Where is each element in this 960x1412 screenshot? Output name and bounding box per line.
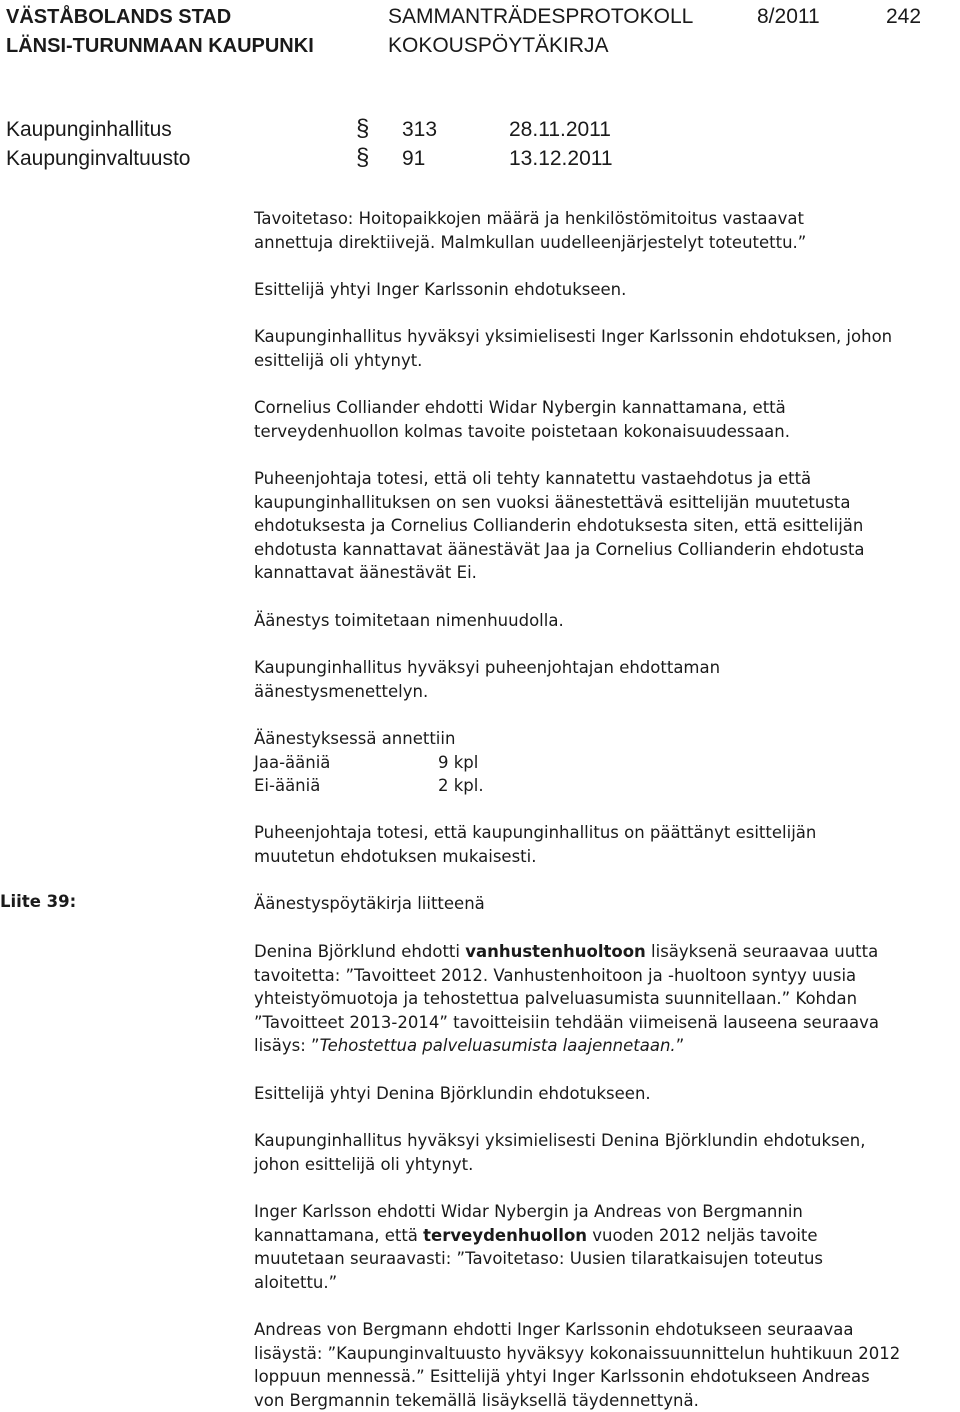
page-number: 242 bbox=[886, 5, 922, 28]
vote-result bbox=[254, 727, 484, 798]
paragraph-health-care-proposal: Inger Karlsson ehdotti Widar Nybergin ja Andreas von Bergmannin kannattamana, että terveydenhuollon vuoden 2012 neljäs tavoite muutetaan seuraavasti: ”Tavoitetaso: Uusien tilaratkaisujen toteutus aloitettu.” bbox=[254, 1202, 823, 1292]
section-symbol: § bbox=[356, 144, 370, 171]
meeting-body: Kaupunginvaltuusto bbox=[6, 147, 191, 170]
org-name-fi: LÄNSI-TURUNMAAN KAUPUNKI bbox=[6, 35, 314, 57]
paragraph-attachment: Äänestyspöytäkirja liitteenä bbox=[254, 894, 485, 913]
doc-type-fi: KOKOUSPÖYTÄKIRJA bbox=[388, 34, 609, 57]
paragraph-presenter-agrees: Esittelijä yhtyi Inger Karlssonin ehdotukseen. bbox=[254, 280, 627, 299]
meeting-date: 13.12.2011 bbox=[509, 147, 613, 170]
paragraph-decision: Puheenjohtaja totesi, että kaupunginhallitus on päättänyt esittelijän muutetun ehdotuksen mukaisesti. bbox=[254, 823, 817, 866]
doc-type-sv: SAMMANTRÄDESPROTOKOLL bbox=[388, 5, 694, 28]
protocol-number: 8/2011 bbox=[757, 5, 820, 28]
attachment-label: Liite 39: bbox=[0, 892, 77, 911]
paragraph-counter-proposal: Cornelius Colliander ehdotti Widar Nybergin kannattamana, että terveydenhuollon kolmas tavoite poistetaan kokonaisuudessaan. bbox=[254, 398, 791, 441]
section-number: 313 bbox=[402, 118, 438, 141]
vote-count: 9 kpl bbox=[438, 752, 479, 772]
paragraph-target-level: Tavoitetaso: Hoitopaikkojen määrä ja henkilöstömitoitus vastaavat annettuja direktiivejä. Malmkullan uudelleenjärjestelyt toteutettu.” bbox=[254, 209, 807, 252]
vote-label: Ei-ääniä bbox=[254, 776, 321, 795]
vote-intro: Äänestyksessä annettiin bbox=[254, 729, 456, 748]
section-symbol: § bbox=[356, 115, 370, 142]
meeting-date: 28.11.2011 bbox=[509, 118, 611, 141]
paragraph-elderly-care-proposal: Denina Björklund ehdotti vanhustenhuoltoon lisäyksenä seuraavaa uutta tavoitetta: ”Tavoitteet 2012. Vanhustenhoitoon ja -huoltoon syntyy uusia yhteistyömuotoja ja tehostettua palveluasumista suunnitellaan.” Kohdan ”Tavoitteet 2013-2014” tavoitteisiin tehdään viimeisenä lauseena seuraava lisäys: ”Tehostettua palveluasumista laajennetaan.” bbox=[254, 942, 880, 1055]
paragraph-voting-procedure: Kaupunginhallitus hyväksyi puheenjohtajan ehdottaman äänestysmenettelyn. bbox=[254, 658, 721, 701]
section-number: 91 bbox=[402, 147, 426, 170]
org-name-sv: VÄSTÅBOLANDS STAD bbox=[6, 6, 232, 28]
vote-row-yes bbox=[254, 751, 484, 775]
meeting-body: Kaupunginhallitus bbox=[6, 118, 172, 141]
vote-count: 2 kpl. bbox=[438, 776, 484, 795]
paragraph-board-approves-2: Kaupunginhallitus hyväksyi yksimielisesti Denina Björklundin ehdotuksen, johon esittelijä oli yhtynyt. bbox=[254, 1131, 866, 1174]
paragraph-presenter-agrees-2: Esittelijä yhtyi Denina Björklundin ehdotukseen. bbox=[254, 1084, 651, 1103]
paragraph-chair-states-vote: Puheenjohtaja totesi, että oli tehty kannatettu vastaehdotus ja että kaupunginhallituksen on sen vuoksi äänestettävä esittelijän muutetusta ehdotuksesta ja Cornelius Collianderin ehdotuksesta siten, että esittelijän ehdotusta kannattavat äänestävät Jaa ja Cornelius Collianderin ehdotusta kannattavat äänestävät Ei. bbox=[254, 469, 865, 582]
vote-label: Jaa-ääniä bbox=[254, 752, 331, 772]
paragraph-addition-proposal: Andreas von Bergmann ehdotti Inger Karlssonin ehdotukseen seuraavaa lisäystä: ”Kaupunginvaltuusto hyväksyy kokonaissuunnittelun huhtikuun 2012 loppuun mennessä.” Esittelijä yhtyi Inger Karlssonin ehdotukseen Andreas von Bergmannin tekemällä lisäyksellä täydennettynä. bbox=[254, 1320, 901, 1410]
vote-row-no bbox=[254, 774, 484, 798]
paragraph-roll-call: Äänestys toimitetaan nimenhuudolla. bbox=[254, 611, 564, 630]
paragraph-board-approves: Kaupunginhallitus hyväksyi yksimielisesti Inger Karlssonin ehdotuksen, johon esittelijä oli yhtynyt. bbox=[254, 327, 893, 370]
